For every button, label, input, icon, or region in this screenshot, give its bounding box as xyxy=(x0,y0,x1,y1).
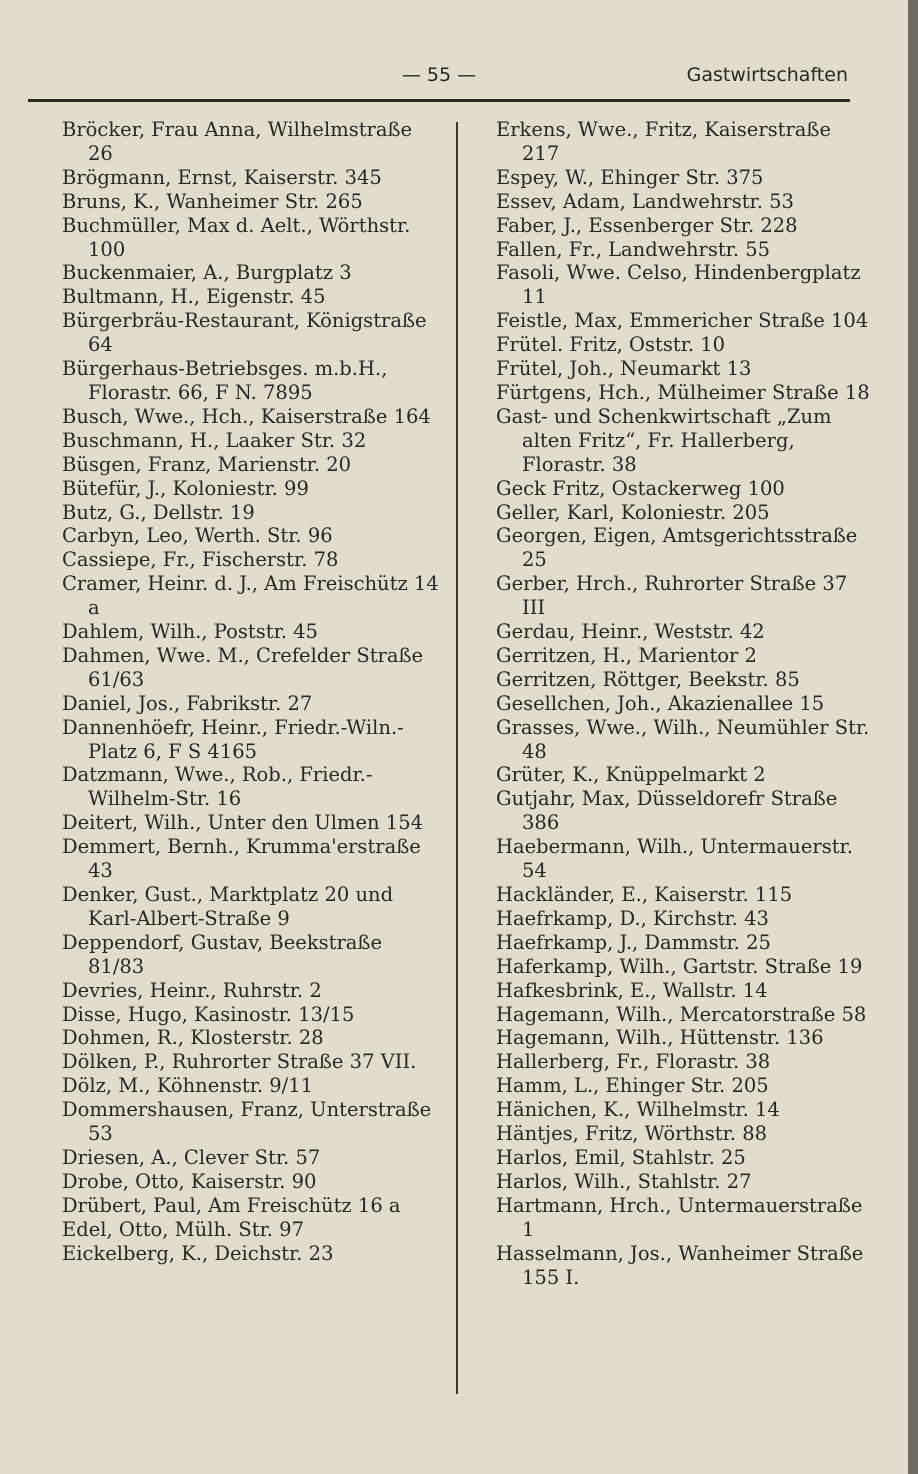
directory-entry: Dannenhöefr, Heinr., Friedr.-Wiln.-Platz 6, F S 4165 xyxy=(62,715,404,763)
directory-entry: Hagemann, Wilh., Mercatorstraße 58 xyxy=(496,1002,867,1026)
directory-entry: Fallen, Fr., Landwehrstr. 55 xyxy=(496,237,771,261)
directory-entry: Gast- und Schenkwirtschaft „Zum alten Fritz“, Fr. Hallerberg, Florastr. 38 xyxy=(496,404,832,476)
directory-entry: Buschmann, H., Laaker Str. 32 xyxy=(62,428,367,452)
directory-entry: Frütel, Joh., Neumarkt 13 xyxy=(496,357,752,381)
directory-entry: Brögmann, Ernst, Kaiserstr. 345 xyxy=(62,165,382,189)
directory-entry: Butz, G., Dellstr. 19 xyxy=(62,500,255,524)
column-divider xyxy=(456,122,458,1394)
directory-entry: Cassiepe, Fr., Fischerstr. 78 xyxy=(62,548,339,572)
directory-entry: Deppendorf, Gustav, Beekstraße 81/83 xyxy=(62,930,382,978)
directory-entry: Bröcker, Frau Anna, Wilhelmstraße 26 xyxy=(62,118,413,165)
directory-entry: Haefrkamp, D., Kirchstr. 43 xyxy=(496,906,769,930)
directory-entry: Gerdau, Heinr., Weststr. 42 xyxy=(496,620,765,644)
directory-entry: Datzmann, Wwe., Rob., Friedr.-Wilhelm-Str. 16 xyxy=(62,763,373,811)
directory-entry: Hänichen, K., Wilhelmstr. 14 xyxy=(496,1098,780,1122)
directory-entry: Daniel, Jos., Fabrikstr. 27 xyxy=(62,691,313,715)
left-column xyxy=(62,118,440,1266)
directory-entry: Bürgerhaus-Betriebsges. m.b.H., Florastr. 66, F N. 7895 xyxy=(62,357,388,404)
page-number: — 55 — xyxy=(401,64,477,86)
directory-entry: Hallerberg, Fr., Florastr. 38 xyxy=(496,1050,771,1074)
directory-entry: Geck Fritz, Ostackerweg 100 xyxy=(496,476,785,500)
directory-entry: Fürtgens, Hch., Mülheimer Straße 18 xyxy=(496,380,870,404)
directory-entry: Driesen, A., Clever Str. 57 xyxy=(62,1145,321,1169)
directory-entry: Busch, Wwe., Hch., Kaiserstraße 164 xyxy=(62,404,431,428)
directory-entry: Faber, J., Essenberger Str. 228 xyxy=(496,213,798,237)
directory-entry: Hagemann, Wilh., Hüttenstr. 136 xyxy=(496,1026,824,1050)
directory-entry: Büsgen, Franz, Marienstr. 20 xyxy=(62,452,352,476)
directory-entry: Hasselmann, Jos., Wanheimer Straße 155 I. xyxy=(496,1241,864,1289)
directory-entry: Bruns, K., Wanheimer Str. 265 xyxy=(62,189,363,213)
directory-entry: Cramer, Heinr. d. J., Am Freischütz 14 a xyxy=(62,572,439,620)
directory-entry: Grüter, K., Knüppelmarkt 2 xyxy=(496,763,766,787)
directory-entry: Demmert, Bernh., Krumma'erstraße 43 xyxy=(62,835,421,883)
directory-entry: Carbyn, Leo, Werth. Str. 96 xyxy=(62,524,333,548)
directory-entry: Gesellchen, Joh., Akazienallee 15 xyxy=(496,691,825,715)
directory-entry: Dohmen, R., Klosterstr. 28 xyxy=(62,1026,324,1050)
directory-entry: Deitert, Wilh., Unter den Ulmen 154 xyxy=(62,811,424,835)
directory-entry: Bütefür, J., Koloniestr. 99 xyxy=(62,476,309,500)
directory-entry: Buckenmaier, A., Burgplatz 3 xyxy=(62,261,352,285)
directory-entry: Haferkamp, Wilh., Gartstr. Straße 19 xyxy=(496,954,863,978)
directory-entry: Geller, Karl, Koloniestr. 205 xyxy=(496,500,770,524)
directory-entry: Grasses, Wwe., Wilh., Neumühler Str. 48 xyxy=(496,715,870,763)
right-column xyxy=(496,118,872,1289)
directory-entry: Häntjes, Fritz, Wörthstr. 88 xyxy=(496,1122,768,1146)
directory-entry: Denker, Gust., Marktplatz 20 und Karl-Albert-Straße 9 xyxy=(62,883,394,930)
directory-entry: Frütel. Fritz, Oststr. 10 xyxy=(496,333,726,357)
directory-entry: Dahmen, Wwe. M., Crefelder Straße 61/63 xyxy=(62,643,424,691)
directory-entry: Buchmüller, Max d. Aelt., Wörthstr. 100 xyxy=(62,213,411,261)
directory-entry: Harlos, Wilh., Stahlstr. 27 xyxy=(496,1169,752,1193)
header-rule xyxy=(28,99,850,102)
directory-entry: Edel, Otto, Mülh. Str. 97 xyxy=(62,1217,304,1241)
directory-entry: Drübert, Paul, Am Freischütz 16 a xyxy=(62,1193,401,1217)
directory-entry: Hartmann, Hrch., Untermauerstraße 1 xyxy=(496,1193,863,1241)
directory-entry: Disse, Hugo, Kasinostr. 13/15 xyxy=(62,1002,355,1026)
directory-entry: Erkens, Wwe., Fritz, Kaiserstraße 217 xyxy=(496,118,831,165)
directory-entry: Dölken, P., Ruhrorter Straße 37 VII. xyxy=(62,1050,417,1074)
directory-entry: Harlos, Emil, Stahlstr. 25 xyxy=(496,1145,746,1169)
directory-entry: Devries, Heinr., Ruhrstr. 2 xyxy=(62,978,322,1002)
directory-entry: Hamm, L., Ehinger Str. 205 xyxy=(496,1074,769,1098)
directory-entry: Hackländer, E., Kaiserstr. 115 xyxy=(496,883,793,906)
directory-entry: Haebermann, Wilh., Untermauerstr. 54 xyxy=(496,835,853,883)
directory-entry: Gutjahr, Max, Düsseldorefr Straße 386 xyxy=(496,787,838,835)
directory-entry: Drobe, Otto, Kaiserstr. 90 xyxy=(62,1169,317,1193)
directory-entry: Dommershausen, Franz, Unterstraße 53 xyxy=(62,1098,432,1146)
directory-entry: Haefrkamp, J., Dammstr. 25 xyxy=(496,930,771,954)
directory-entry: Georgen, Eigen, Amtsgerichtsstraße 25 xyxy=(496,524,858,572)
page-header xyxy=(30,64,848,94)
directory-entry: Gerritzen, Röttger, Beekstr. 85 xyxy=(496,667,800,691)
directory-entry: Eickelberg, K., Deichstr. 23 xyxy=(62,1241,334,1265)
section-title: Gastwirtschaften xyxy=(686,64,848,86)
directory-entry: Espey, W., Ehinger Str. 375 xyxy=(496,165,764,189)
directory-entry: Bultmann, H., Eigenstr. 45 xyxy=(62,285,326,309)
directory-entry: Hafkesbrink, E., Wallstr. 14 xyxy=(496,978,768,1002)
directory-entry: Dahlem, Wilh., Poststr. 45 xyxy=(62,620,318,644)
directory-entry: Bürgerbräu-Restaurant, Königstraße 64 xyxy=(62,309,427,357)
page-edge xyxy=(908,0,918,1474)
directory-entry: Gerber, Hrch., Ruhrorter Straße 37 III xyxy=(496,572,848,620)
directory-entry: Fasoli, Wwe. Celso, Hindenbergplatz 11 xyxy=(496,261,861,309)
directory-entry: Gerritzen, H., Marientor 2 xyxy=(496,643,757,667)
directory-entry: Dölz, M., Köhnenstr. 9/11 xyxy=(62,1074,314,1098)
directory-entry: Feistle, Max, Emmericher Straße 104 xyxy=(496,309,869,333)
directory-entry: Essev, Adam, Landwehrstr. 53 xyxy=(496,189,794,213)
